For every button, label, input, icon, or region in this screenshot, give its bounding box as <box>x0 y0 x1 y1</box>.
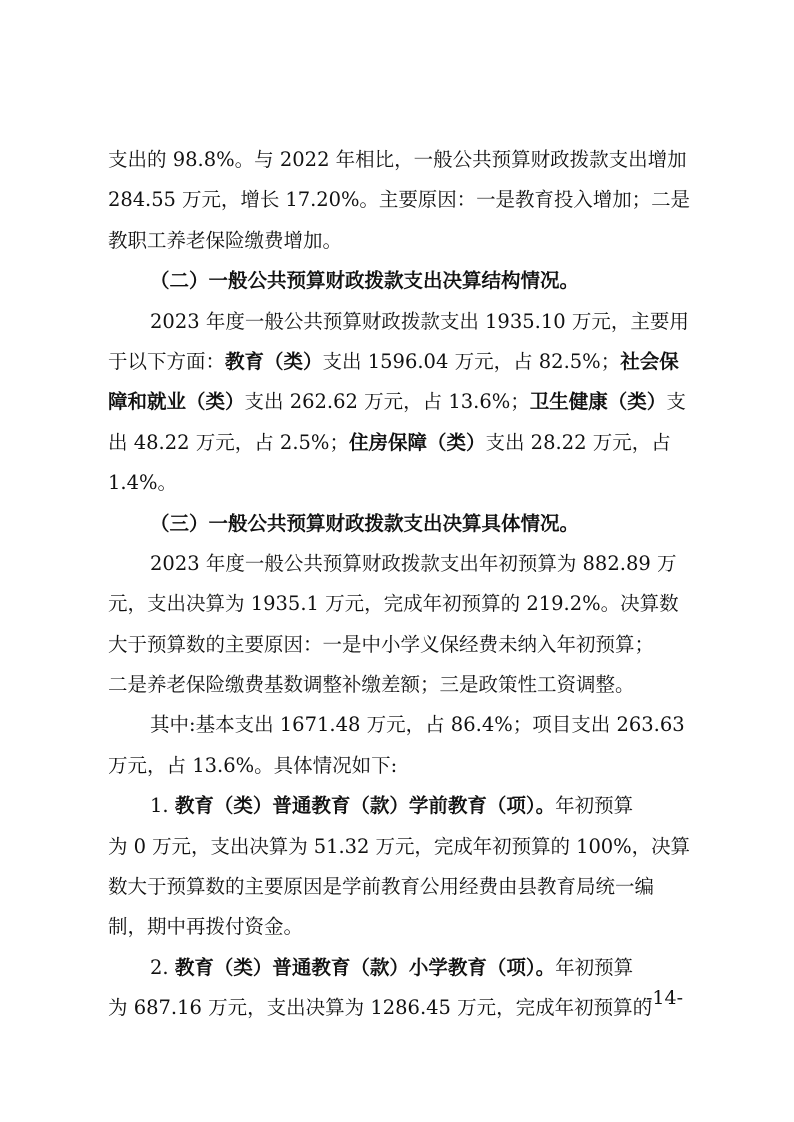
bold-category: 教育（类） <box>225 349 323 373</box>
text-line: 284.55 万元，增长 17.20%。主要原因：一是教育投入增加；二是 <box>108 188 690 212</box>
text-span: 支出 262.62 万元，占 13.6%； <box>244 390 530 414</box>
text-line <box>108 423 690 463</box>
text-line: 支出的 98.8%。与 2022 年相比，一般公共预算财政拨款支出增加 <box>108 148 687 171</box>
text-line: 为 0 万元，支出决算为 51.32 万元，完成年初预算的 100%，决算 <box>108 834 690 858</box>
text-line: 为 687.16 万元，支出决算为 1286.45 万元，完成年初预算的 <box>108 996 653 1020</box>
text-line: 数大于预算数的主要原因是学前教育公用经费由县教育局统一编 <box>108 875 655 899</box>
page-number: -14- <box>646 987 684 1009</box>
bold-category: 社会保 <box>620 349 679 373</box>
section-heading-3: （三）一般公共预算财政拨款支出决算具体情况。 <box>150 511 580 535</box>
text-line: 教职工养老保险缴费增加。 <box>108 228 343 252</box>
bold-item-title: 教育（类）普通教育（款）小学教育（项）。 <box>174 955 556 979</box>
text-span: 出 48.22 万元，占 2.5%； <box>108 430 349 454</box>
bold-item-title: 教育（类）普通教育（款）学前教育（项）。 <box>174 794 556 818</box>
text-line <box>108 786 690 826</box>
document-body <box>108 140 690 1029</box>
text-line: 元，支出决算为 1935.1 万元，完成年初预算的 219.2%。决算数 <box>108 592 679 616</box>
text-line <box>108 342 690 382</box>
text-line: 万元，占 13.6%。具体情况如下: <box>108 753 398 777</box>
text-line <box>108 948 690 988</box>
section-heading-2: （二）一般公共预算财政拨款支出决算结构情况。 <box>150 269 580 293</box>
item-number: 1. <box>150 794 169 818</box>
text-line: 1.4%。 <box>108 471 178 495</box>
bold-category: 住房保障（类） <box>348 430 486 454</box>
text-span: 于以下方面： <box>108 349 226 373</box>
text-line: 2023 年度一般公共预算财政拨款支出 1935.10 万元，主要用 <box>150 309 689 333</box>
text-line: 其中:基本支出 1671.48 万元，占 86.4%；项目支出 263.63 <box>150 713 685 737</box>
text-line: 制，期中再拨付资金。 <box>108 915 304 939</box>
text-span: 支出 28.22 万元，占 <box>485 430 671 454</box>
text-line: 大于预算数的主要原因：一是中小学义保经费未纳入年初预算； <box>108 632 655 656</box>
bold-category: 卫生健康（类） <box>529 390 667 414</box>
text-span: 支出 1596.04 万元，占 82.5%； <box>322 349 621 373</box>
text-span: 年初预算 <box>555 794 634 818</box>
text-line: 二是养老保险缴费基数调整补缴差额；三是政策性工资调整。 <box>108 673 635 697</box>
text-line <box>108 382 690 422</box>
text-span: 支 <box>666 390 686 414</box>
bold-category: 障和就业（类） <box>108 390 245 414</box>
text-line: 2023 年度一般公共预算财政拨款支出年初预算为 882.89 万 <box>150 551 677 575</box>
text-span: 年初预算 <box>555 955 634 979</box>
item-number: 2. <box>150 955 169 979</box>
